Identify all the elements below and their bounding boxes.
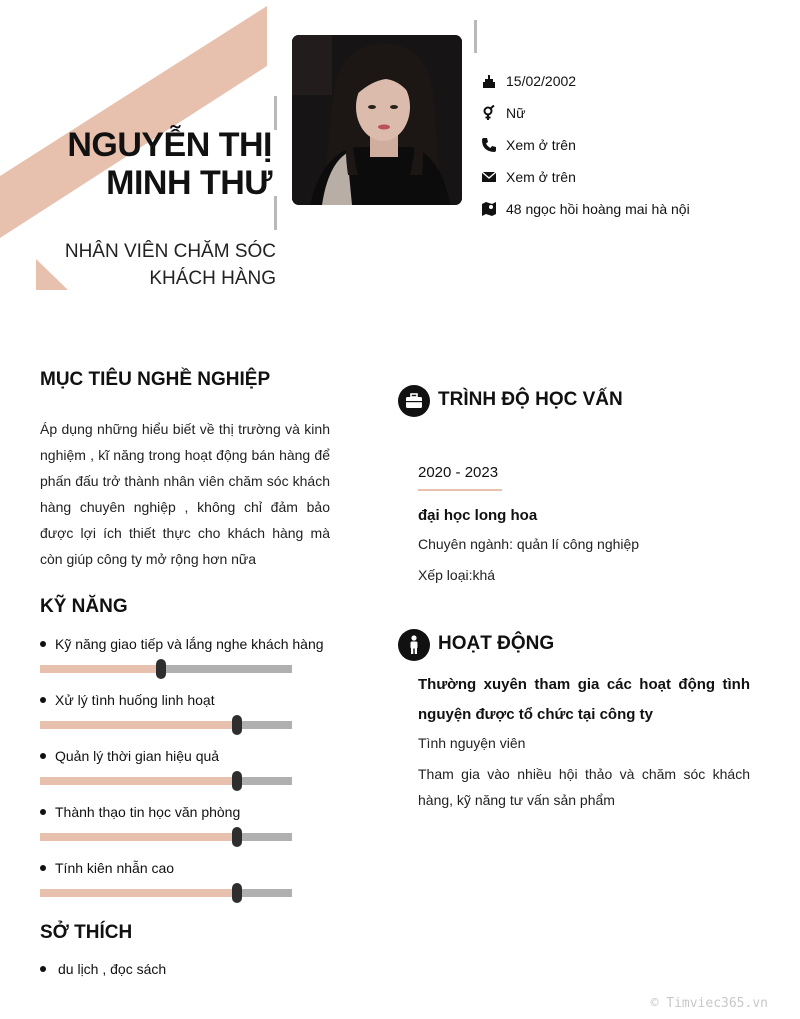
- profile-photo: [292, 35, 462, 205]
- divider-line: [474, 20, 477, 53]
- hobbies-title: SỞ THÍCH: [40, 922, 133, 943]
- skill-label: Xử lý tình huống linh hoạt: [55, 692, 215, 708]
- address-value: 48 ngọc hồi hoàng mai hà nội: [506, 201, 690, 217]
- skills-title: KỸ NĂNG: [40, 596, 128, 617]
- skill-item: [40, 636, 324, 652]
- education-title: TRÌNH ĐỘ HỌC VẤN: [438, 389, 623, 410]
- skill-item: [40, 860, 174, 876]
- skill-level-bar: [40, 833, 292, 841]
- skill-level-fill: [40, 665, 161, 673]
- skill-level-knob: [232, 715, 242, 735]
- birthday-value: 15/02/2002: [506, 73, 577, 89]
- activity-heading: Thường xuyên tham gia các hoạt động tình nguyện được tổ chức tại công ty: [418, 676, 750, 723]
- phone-icon: [480, 136, 498, 154]
- education-grade: Xếp loại:khá: [418, 567, 496, 583]
- skill-level-knob: [232, 771, 242, 791]
- skill-level-fill: [40, 721, 237, 729]
- gender-value: Nữ: [506, 105, 526, 121]
- skill-label: Thành thạo tin học văn phòng: [55, 804, 241, 820]
- candidate-name: [67, 126, 272, 202]
- skill-level-bar: [40, 777, 292, 785]
- envelope-icon: [480, 168, 498, 186]
- education-major: Chuyên ngành: quản lí công nghiệp: [418, 536, 640, 552]
- objective-title: MỤC TIÊU NGHỀ NGHIỆP: [40, 369, 271, 390]
- contact-address: [480, 197, 690, 221]
- skill-level-knob: [232, 883, 242, 903]
- education-period: 2020 - 2023: [418, 464, 499, 481]
- person-icon: [398, 629, 430, 661]
- bullet-icon: [40, 697, 46, 703]
- job-title-line-1: NHÂN VIÊN CHĂM SÓC: [64, 241, 276, 262]
- bullet-icon: [40, 966, 46, 972]
- school-name: đại học long hoa: [418, 507, 538, 524]
- skill-item: [40, 748, 219, 764]
- skill-level-bar: [40, 721, 292, 729]
- name-line-2: MINH THƯ: [106, 164, 272, 202]
- objective-text: Áp dụng những hiểu biết về thị trường và kinh nghiệm , kĩ năng trong hoạt động bán hàng để phấn đấu trở thành nhân viên chăm sóc khách hàng chuyên nghiệp , không chỉ đảm bảo được lợi ích thiết thực cho khách hàng mà còn giúp công ty mở rộng hơn nữa: [40, 421, 330, 567]
- skill-level-fill: [40, 889, 237, 897]
- phone-value: Xem ở trên: [506, 137, 576, 153]
- briefcase-icon: [398, 385, 430, 417]
- skill-item: [40, 692, 215, 708]
- hobby-text: du lịch , đọc sách: [58, 961, 167, 977]
- contact-email: [480, 165, 576, 189]
- bullet-icon: [40, 809, 46, 815]
- period-underline: [418, 489, 502, 491]
- hobby-item: [40, 961, 166, 977]
- contact-phone: [480, 133, 576, 157]
- skill-label: Tính kiên nhẫn cao: [55, 860, 175, 876]
- skill-label: Quản lý thời gian hiệu quả: [55, 748, 220, 764]
- skill-level-knob: [232, 827, 242, 847]
- skill-level-bar: [40, 665, 292, 673]
- bullet-icon: [40, 641, 46, 647]
- name-line-1: NGUYỄN THỊ: [67, 126, 272, 164]
- job-title: [65, 238, 276, 292]
- watermark: © Timviec365.vn: [650, 996, 768, 1011]
- skill-item: [40, 804, 240, 820]
- contact-gender: [480, 101, 525, 125]
- job-title-line-2: KHÁCH HÀNG: [149, 268, 276, 289]
- bullet-icon: [40, 753, 46, 759]
- divider-line: [274, 196, 277, 230]
- bullet-icon: [40, 865, 46, 871]
- skill-level-knob: [156, 659, 166, 679]
- skill-level-fill: [40, 833, 237, 841]
- activities-title: HOẠT ĐỘNG: [438, 633, 555, 654]
- email-value: Xem ở trên: [506, 169, 576, 185]
- skill-level-fill: [40, 777, 237, 785]
- activity-role: Tình nguyện viên: [418, 735, 526, 751]
- map-marker-icon: [480, 200, 498, 218]
- gender-icon: [480, 104, 498, 122]
- activity-description: Tham gia vào nhiều hội thảo và chăm sóc khách hàng, kỹ năng tư vấn sản phẩm: [418, 766, 750, 808]
- divider-line: [274, 96, 277, 130]
- skill-label: Kỹ năng giao tiếp và lắng nghe khách hàng: [55, 636, 324, 652]
- cake-icon: [480, 72, 498, 90]
- skill-level-bar: [40, 889, 292, 897]
- contact-birthday: [480, 69, 576, 93]
